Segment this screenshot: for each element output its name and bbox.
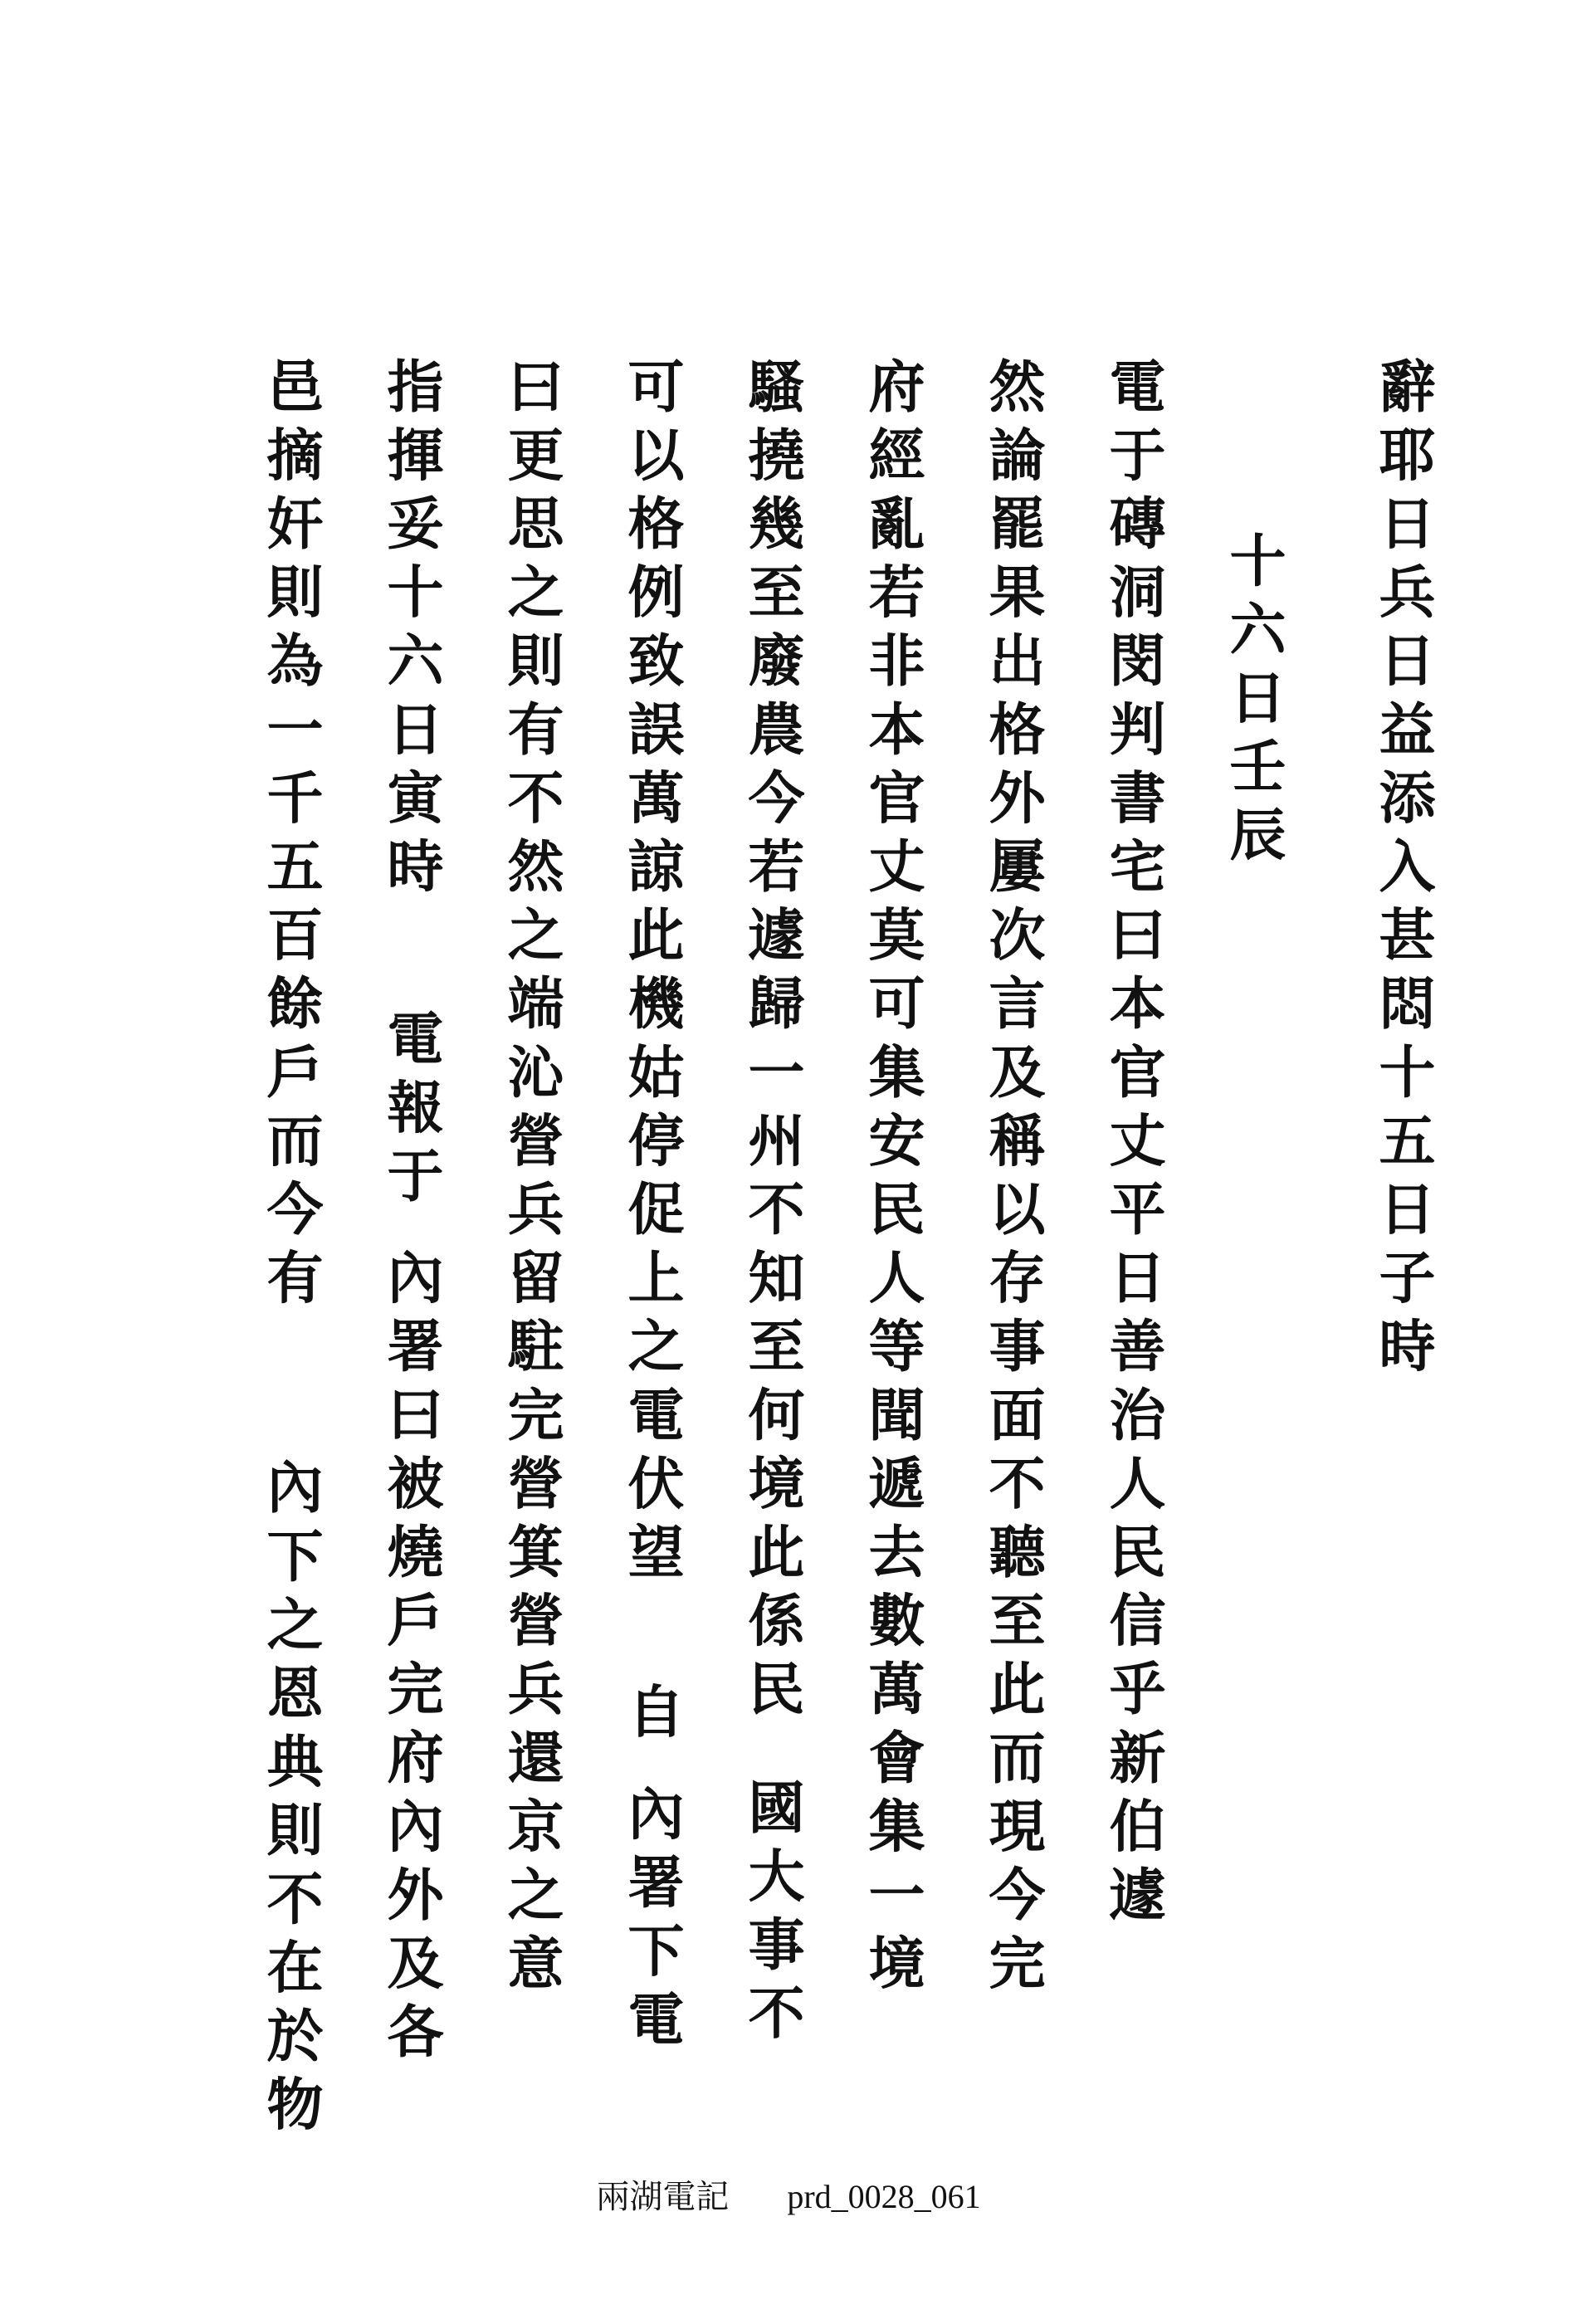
text-column-1 — [1361, 357, 1444, 1385]
text-column-8 — [490, 357, 573, 2002]
text-column-3 — [1091, 357, 1174, 1934]
column-10-text-b: 內下之恩典則不在於物 — [257, 1457, 324, 2144]
text-column-7 — [610, 357, 693, 2058]
footer-code: prd_0028_061 — [787, 2178, 981, 2215]
text-column-4 — [971, 357, 1054, 2002]
text-column-6 — [730, 357, 813, 2052]
column-6-text-a: 騷撓幾至廢農今若遽歸一州不知至何境此係民 — [739, 357, 805, 1728]
column-8-text: 曰更思之則有不然之端沁營兵留駐完營箕營兵還京之意 — [498, 357, 564, 2003]
text-column-5 — [851, 357, 934, 2002]
text-column-10 — [249, 357, 332, 2143]
column-9-text-c: 內署曰被燒戶完府內外及各 — [378, 1247, 444, 2071]
column-7-text-a: 可以格例致誤萬諒此機姑停促上之電伏望 — [618, 357, 685, 1591]
column-9-text-a: 指揮妥十六日寅時 — [378, 357, 444, 906]
column-6-text-b: 國大事不 — [739, 1778, 805, 2053]
page-footer — [0, 2170, 1577, 2218]
column-3-text: 電于磚洞閔判書宅曰本官丈平日善治人民信乎新伯遽 — [1100, 357, 1166, 1934]
footer-title: 兩湖電記 — [596, 2178, 730, 2216]
column-9-text-b: 電報于 — [378, 1008, 444, 1215]
column-5-text: 府經亂若非本官丈莫可集安民人等聞遞去數萬會集一境 — [859, 357, 925, 2003]
column-1-text: 辭耶日兵日益添入甚悶十五日子時 — [1370, 357, 1436, 1385]
column-2-text: 十六日壬辰 — [1220, 531, 1286, 874]
column-7-text-c: 內署下電 — [618, 1784, 685, 2058]
column-10-text-a: 邑摘奸則為一千五百餘戶而今有 — [257, 357, 324, 1317]
column-7-text-b: 自 — [618, 1682, 685, 1751]
text-column-2 — [1212, 531, 1295, 874]
text-column-9 — [369, 357, 452, 2071]
column-4-text: 然論罷果出格外屢次言及稱以存事面不聽至此而現今完 — [979, 357, 1046, 2003]
